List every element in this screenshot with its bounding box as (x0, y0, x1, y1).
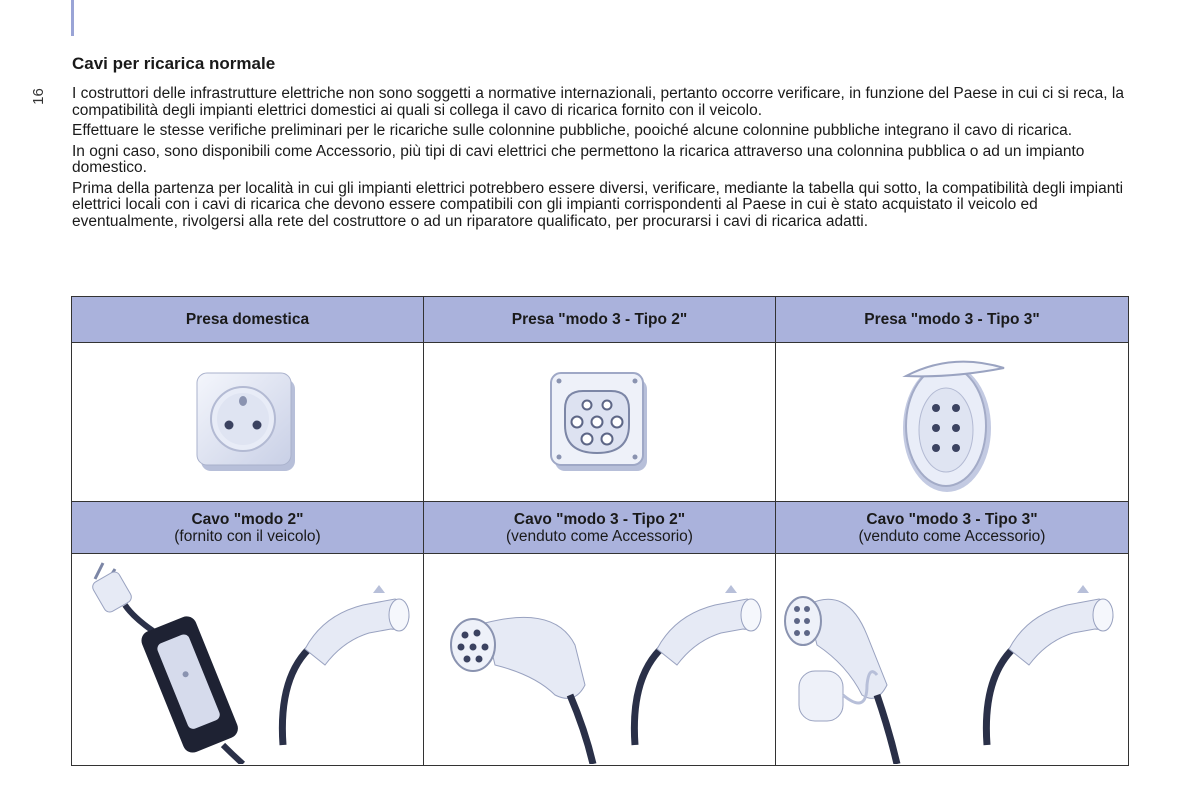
type2-cable-icon (425, 555, 775, 764)
type3-socket-icon (892, 350, 1012, 495)
margin-bar (71, 0, 74, 36)
header-label: Cavo "modo 3 - Tipo 2" (513, 510, 686, 528)
type2-socket-icon (545, 367, 655, 477)
header-note: (venduto come Accessorio) (506, 527, 693, 545)
header-type3-cable (776, 502, 1128, 554)
header-domestic-socket (72, 297, 424, 343)
type2-socket-cell (424, 343, 776, 502)
page-number: 16 (29, 88, 47, 105)
type2-cable-cell (424, 554, 776, 765)
header-mode2-cable (72, 502, 424, 554)
domestic-socket-cell (72, 343, 424, 502)
header-type2-socket (424, 297, 776, 343)
section-title: Cavi per ricarica normale (72, 54, 276, 73)
body-text (72, 86, 1142, 234)
mode2-cable-icon (73, 555, 423, 764)
header-label: Presa "modo 3 - Tipo 2" (511, 311, 688, 328)
header-type3-socket (776, 297, 1128, 343)
paragraph: I costruttori delle infrastrutture elettriche non sono soggetti a normative internazionali, pertanto occorre verificare, in funzione del Paese in cui ci si reca, la compatibilità degli impianti elettrici domestici ai quali si collega il cavo di ricarica fornito con il veicolo. (72, 85, 1124, 119)
paragraph: Effettuare le stesse verifiche preliminari per le ricariche sulle colonnine pubbliche, pooiché alcune colonnine pubbliche integrano il cavo di ricarica. (72, 122, 1073, 139)
type3-socket-cell (776, 343, 1128, 502)
header-label: Presa domestica (185, 311, 310, 328)
compatibility-table (71, 296, 1129, 766)
paragraph: Prima della partenza per località in cui gli impianti elettrici potrebbero essere diversi, verificare, mediante la tabella qui sotto, la compatibilità degli impianti elettrici locali con i cavi di ricarica che devono essere compatibili con gli impianti corrispondenti al Paese in cui è stato acquistato il veicolo ed eventualmente, rivolgersi alla rete del costruttore o ad un riparatore qualificato, per procurarsi i cavi di ricarica adatti. (72, 179, 1124, 230)
domestic-socket-icon (193, 367, 303, 477)
header-note: (venduto come Accessorio) (858, 527, 1046, 545)
type3-cable-icon (777, 555, 1127, 764)
type3-cable-cell (776, 554, 1128, 765)
header-type2-cable (424, 502, 776, 554)
header-label: Cavo "modo 2" (191, 510, 304, 528)
header-note: (fornito con il veicolo) (174, 527, 321, 545)
header-label: Cavo "modo 3 - Tipo 3" (866, 510, 1038, 528)
header-label: Presa "modo 3 - Tipo 3" (864, 311, 1040, 328)
mode2-cable-cell (72, 554, 424, 765)
paragraph: In ogni caso, sono disponibili come Accessorio, più tipi di cavi elettrici che permettono la ricarica attraverso una colonnina pubblica o ad un impianto domestico. (72, 142, 1085, 176)
